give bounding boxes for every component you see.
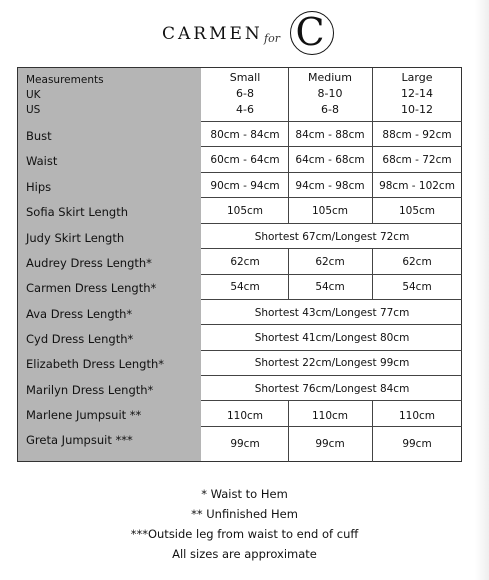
row-label-audrey: Audrey Dress Length* [26,256,152,270]
row-divider [201,324,462,325]
cell-marilyn-span: Shortest 76cm/Longest 84cm [254,383,410,395]
row-label-hips: Hips [26,180,52,194]
row-label-greta: Greta Jumpsuit *** [26,433,133,447]
cell-audrey-small: 62cm [230,256,260,268]
cell-elizabeth-span: Shortest 22cm/Longest 99cm [254,357,410,369]
size-header-medium [288,70,372,118]
brand-mark: C [295,10,325,54]
cell-carmen-small: 54cm [230,281,260,293]
cell-audrey-large: 62cm [402,256,432,268]
row-label-sofia: Sofia Skirt Length [26,205,128,219]
cell-waist-large: 68cm - 72cm [382,154,452,166]
cell-sofia-large: 105cm [398,205,436,217]
row-label-elizabeth: Elizabeth Dress Length* [26,357,165,371]
size-us: 4-6 [236,103,254,116]
row-label-waist: Waist [26,154,58,168]
row-label-marlene: Marlene Jumpsuit ** [26,408,142,422]
row-divider [201,172,462,173]
cell-sofia-small: 105cm [226,205,264,217]
row-label-cyd: Cyd Dress Length* [26,332,134,346]
header-measurements-label: Measurements [26,74,104,86]
cell-greta-medium: 99cm [315,438,345,450]
column-divider [288,68,289,223]
footnote-outside-leg: ***Outside leg from waist to end of cuff [130,527,359,541]
header-uk-label: UK [26,89,41,101]
brand-logo [0,0,489,62]
row-divider [201,146,462,147]
cell-waist-medium: 64cm - 68cm [295,154,365,166]
row-divider [201,299,462,300]
row-divider [201,274,462,275]
footnote-unfinished-hem: ** Unfinished Hem [191,507,298,521]
row-divider [201,223,462,224]
row-divider [201,426,462,427]
cell-bust-medium: 84cm - 88cm [295,129,365,141]
cell-carmen-large: 54cm [402,281,432,293]
cell-carmen-medium: 54cm [315,281,345,293]
size-name: Medium [308,71,352,84]
size-chart-table [17,67,462,462]
footnote-waist-to-hem: * Waist to Hem [201,487,288,501]
row-label-judy: Judy Skirt Length [26,231,125,245]
size-uk: 8-10 [317,87,343,100]
header-us-label: US [26,104,41,116]
size-header-small [202,70,288,118]
size-name: Large [401,71,433,84]
row-divider [201,400,462,401]
cell-marlene-large: 110cm [398,410,436,422]
cell-greta-large: 99cm [402,438,432,450]
column-divider [372,68,373,223]
cell-hips-large: 98cm - 102cm [379,180,455,192]
size-uk: 6-8 [236,87,254,100]
cell-greta-small: 99cm [230,438,260,450]
cell-audrey-medium: 62cm [315,256,345,268]
cell-hips-small: 90cm - 94cm [210,180,280,192]
footnote-approximate: All sizes are approximate [172,547,317,561]
cell-sofia-medium: 105cm [311,205,349,217]
row-label-carmen: Carmen Dress Length* [26,281,157,295]
brand-for: for [264,32,280,45]
row-divider [201,375,462,376]
size-us: 10-12 [401,103,433,116]
cell-judy-span: Shortest 67cm/Longest 72cm [254,231,410,243]
row-divider [201,197,462,198]
cell-waist-small: 60cm - 64cm [210,154,280,166]
cell-hips-medium: 94cm - 98cm [295,180,365,192]
row-divider [201,121,462,122]
row-label-marilyn: Marilyn Dress Length* [26,383,154,397]
size-uk: 12-14 [401,87,433,100]
cell-cyd-span: Shortest 41cm/Longest 80cm [254,332,410,344]
cell-bust-large: 88cm - 92cm [382,129,452,141]
row-label-bust: Bust [26,129,52,143]
brand-name: CARMEN [162,24,263,44]
label-column [18,68,201,461]
cell-bust-small: 80cm - 84cm [210,129,280,141]
size-header-large [372,70,462,118]
cell-ava-span: Shortest 43cm/Longest 77cm [254,307,410,319]
cell-marlene-medium: 110cm [311,410,349,422]
size-name: Small [229,71,261,84]
cell-marlene-small: 110cm [226,410,264,422]
row-divider [201,350,462,351]
row-divider [201,248,462,249]
size-us: 6-8 [321,103,339,116]
row-label-ava: Ava Dress Length* [26,307,133,321]
